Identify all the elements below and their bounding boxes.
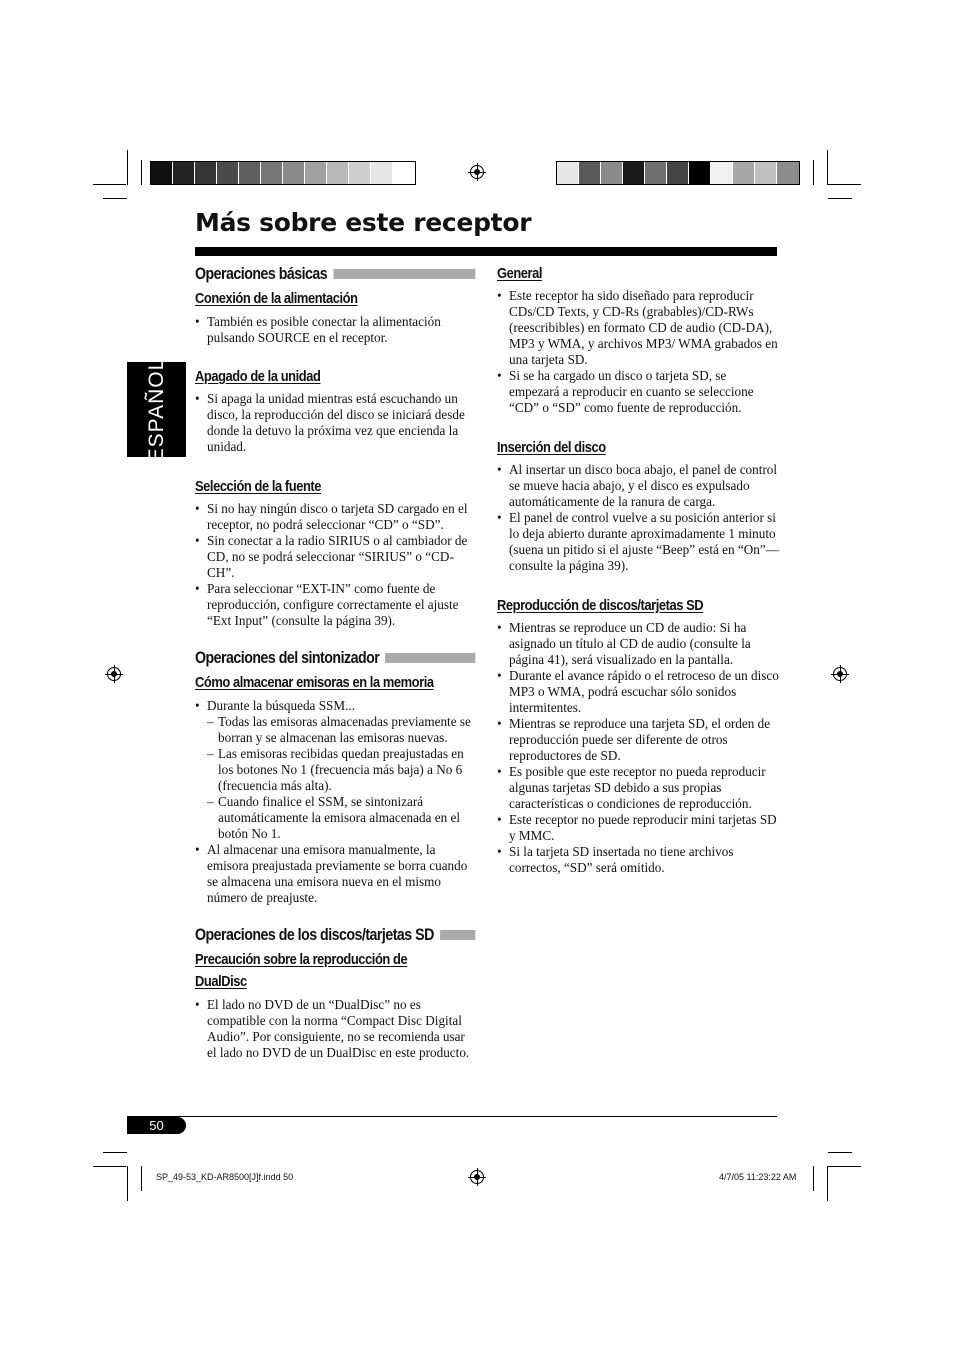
color-swatch [667,162,689,184]
color-swatch [755,162,777,184]
list-disc-insertion [497,462,779,574]
list-item: • Si se ha cargado un disco o tarjeta SD, se empezará a reproducir en cuanto se seleccione “CD” o “SD” como fuente de reproducción. [497,368,779,416]
crop-mark [813,1166,814,1191]
list-item: • Mientras se reproduce una tarjeta SD, el orden de reproducción puede ser diferente de otros reproductores de SD. [497,716,779,764]
color-swatch [777,162,799,184]
list-item: – Todas las emisoras almacenadas previamente se borran y se almacenan las emisoras nuevas. [207,714,477,746]
color-swatch [327,162,349,184]
crop-mark [141,1166,142,1191]
crop-mark [103,1152,127,1153]
registration-mark-icon [107,667,121,681]
color-swatch [601,162,623,184]
color-swatch [195,162,217,184]
color-swatch [393,162,415,184]
list-item: • El panel de control vuelve a su posición anterior si lo deja abierto durante aproximadamente 1 minuto (suena un pitido si el ajuste “Beep” está en “On”—consulte la página 39). [497,510,779,574]
color-swatch [623,162,645,184]
crop-mark [828,198,852,199]
color-swatch [283,162,305,184]
left-column [195,263,477,1061]
registration-mark-icon [833,667,847,681]
list-power [195,314,477,346]
subhead-store-stations: Cómo almacenar emisoras en la memoria [195,674,434,691]
page-title: Más sobre este receptor [195,208,532,237]
crop-mark [93,184,126,185]
list-item: • Al insertar un disco boca abajo, el panel de control se mueve hacia abajo, y el disco es expulsado automáticamente de la ranura de carga. [497,462,779,510]
color-swatch [173,162,195,184]
title-rule [195,247,777,256]
list-general [497,288,779,416]
color-swatch [557,162,579,184]
list-item: • También es posible conectar la alimentación pulsando SOURCE en el receptor. [195,314,477,346]
section-basic-operations: Operaciones básicas [195,263,475,285]
subhead-dualdisc-2: DualDisc [195,973,247,990]
list-tuner [195,698,477,906]
list-playback [497,620,779,876]
crop-mark [103,198,127,199]
footer-rule [127,1116,777,1117]
language-tab [127,357,186,462]
crop-mark [127,150,128,185]
list-item: • Sin conectar a la radio SIRIUS o al cambiador de CD, no se podrá seleccionar “SIRIUS” o “CD-CH”. [195,533,477,581]
color-swatch [349,162,371,184]
list-item: • Este receptor ha sido diseñado para reproducir CDs/CD Texts, y CD-Rs (grabables)/CD-RWs (reescribibles) en formato CD de audio (CD-DA), MP3 y WMA, y archivos MP3/ WMA grabados en una tarjeta SD. [497,288,779,368]
color-swatch [305,162,327,184]
list-item: – Cuando finalice el SSM, se sintonizará automáticamente la emisora almacenada en el botón No 1. [207,794,477,842]
subhead-playback: Reproducción de discos/tarjetas SD [497,597,704,614]
registration-mark-icon [470,165,484,179]
color-swatch [151,162,173,184]
crop-mark [813,160,814,185]
subhead-power: Conexión de la alimentación [195,290,358,307]
list-item: • El lado no DVD de un “DualDisc” no es compatible con la norma “Compact Disc Digital Audio”. Por consiguiente, no se recomienda usar el lado no DVD de un DualDisc en este producto. [195,997,477,1061]
list-item: • Para seleccionar “EXT-IN” como fuente de reproducción, configure correctamente el ajuste “Ext Input” (consulte la página 39). [195,581,477,629]
color-bar-right [556,161,800,185]
list-item: • Si no hay ningún disco o tarjeta SD cargado en el receptor, no podrá seleccionar “CD” o “SD”. [195,501,477,533]
list-item: • Es posible que este receptor no pueda reproducir algunas tarjetas SD debido a sus propias características o condiciones de reproducción. [497,764,779,812]
language-label: ESPAÑOL [144,357,168,462]
subhead-disc-insertion: Inserción del disco [497,439,606,456]
crop-mark [827,1166,828,1201]
crop-mark [141,160,142,185]
color-swatch [217,162,239,184]
list-item: • Mientras se reproduce un CD de audio: Si ha asignado un título al CD de audio (consulte la página 41), será visualizado en la pantalla. [497,620,779,668]
list-dualdisc [195,997,477,1061]
crop-mark [828,1166,861,1167]
list-source [195,501,477,629]
list-item: • Si apaga la unidad mientras está escuchando un disco, la reproducción del disco se iniciará desde donde la detuvo la próxima vez que encienda la unidad. [195,391,477,455]
registration-mark-icon [470,1170,484,1184]
file-slug: SP_49-53_KD-AR8500[J]f.indd 50 [156,1172,294,1182]
section-disc-operations: Operaciones de los discos/tarjetas SD [195,924,475,946]
crop-mark [93,1166,126,1167]
color-swatch [711,162,733,184]
subhead-power-off: Apagado de la unidad [195,368,321,385]
list-item: • Durante la búsqueda SSM... – Todas las emisoras almacenadas previamente se borran y se almacenan las emisoras nuevas. – Las emisoras recibidas quedan preajustadas en los botones No 1 (frecuencia más baja) a No 6 (frecuencia más alta). – Cuando finalice el SSM, se sintonizará automáticamente la emisora almacenada en el botón No 1. [195,698,477,842]
list-power-off [195,391,477,455]
color-swatch [579,162,601,184]
subhead-dualdisc: Precaución sobre la reproducción de [195,951,408,968]
list-ssm [207,714,477,842]
subhead-general: General [497,265,543,282]
color-swatch [239,162,261,184]
color-swatch [733,162,755,184]
list-item: • Al almacenar una emisora manualmente, la emisora preajustada previamente se borra cuando se almacena una emisora nueva en el mismo número de preajuste. [195,842,477,906]
page-number: 50 [127,1117,186,1134]
right-column [497,263,779,876]
color-swatch [371,162,393,184]
crop-mark [827,150,828,185]
color-bar-left [150,161,416,185]
color-swatch [261,162,283,184]
subhead-source: Selección de la fuente [195,478,322,495]
list-item: • Este receptor no puede reproducir mini tarjetas SD y MMC. [497,812,779,844]
color-swatch [689,162,711,184]
timestamp-slug: 4/7/05 11:23:22 AM [719,1172,797,1182]
list-item: – Las emisoras recibidas quedan preajustadas en los botones No 1 (frecuencia más baja) a No 6 (frecuencia más alta). [207,746,477,794]
crop-mark [828,1152,852,1153]
section-tuner-operations: Operaciones del sintonizador [195,647,475,669]
list-item: • Si la tarjeta SD insertada no tiene archivos correctos, “SD” será omitido. [497,844,779,876]
list-item: • Durante el avance rápido o el retroceso de un disco MP3 o WMA, podrá escuchar sólo sonidos intermitentes. [497,668,779,716]
color-swatch [645,162,667,184]
crop-mark [828,184,861,185]
crop-mark [127,1166,128,1201]
